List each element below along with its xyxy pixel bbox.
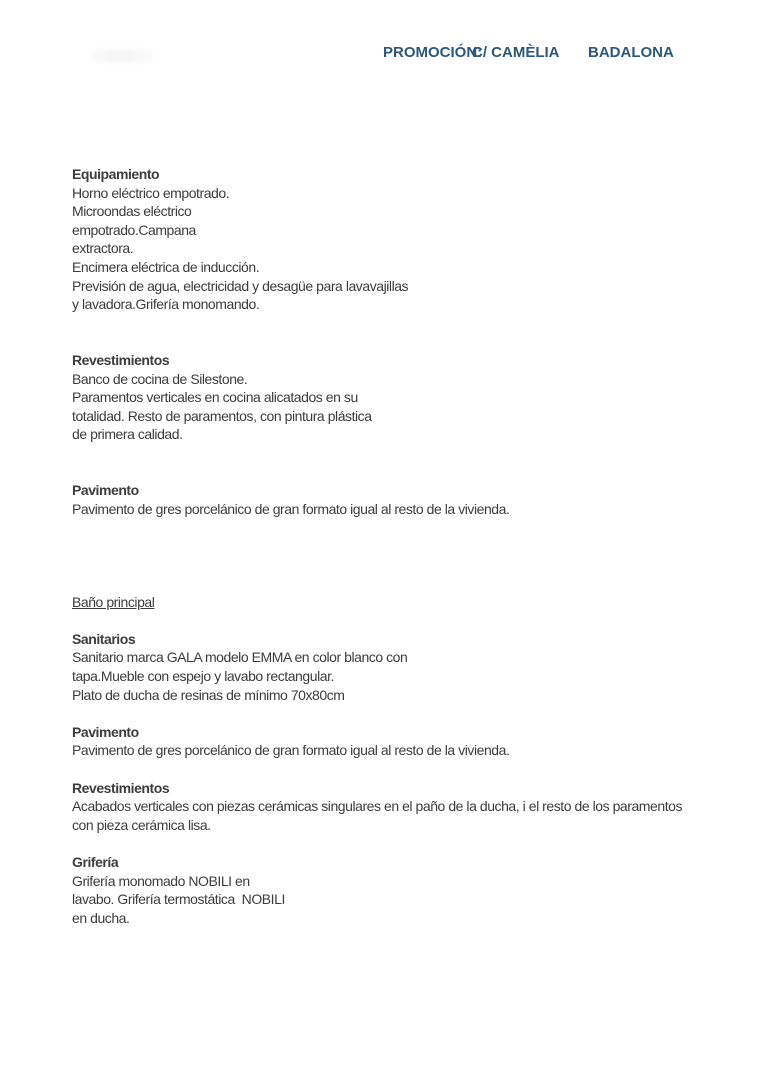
section-pavimento-cocina [72,481,733,518]
text-line: Horno eléctrico empotrado. [72,184,230,201]
subtitle-bano-principal: Baño principal [72,593,155,610]
spacer [72,314,733,351]
promotion-label: PROMOCIÓN: [383,44,483,61]
text-line: de primera calidad. [72,426,183,443]
text-line: Previsión de agua, electricidad y desagüe para lavavajillas [72,277,409,294]
text-line: Acabados verticales con piezas cerámicas singulares en el paño de la ducha, i el resto de los paramentos [72,798,683,815]
section-revestimientos-cocina [72,351,733,444]
spacer [72,834,733,853]
section-heading: Pavimento [72,482,139,499]
text-line: extractora. [72,240,134,257]
page-header [0,44,763,64]
text-line: con pieza cerámica lisa. [72,816,211,833]
spacer [72,611,733,630]
promotion-city: BADALONA [588,44,674,61]
text-line: lavabo. Grifería termostática NOBILI [72,891,285,908]
text-line: Pavimento de gres porcelánico de gran formato igual al resto de la vivienda. [72,500,510,517]
text-line: Pavimento de gres porcelánico de gran formato igual al resto de la vivienda. [72,742,510,759]
section-heading: Pavimento [72,723,139,740]
text-line: Grifería monomado NOBILI en [72,872,250,889]
text-line: totalidad. Resto de paramentos, con pintura plástica [72,407,372,424]
text-line: Banco de cocina de Silestone. [72,370,248,387]
text-line: Paramentos verticales en cocina alicatados en su [72,389,358,406]
section-heading: Sanitarios [72,630,136,647]
spacer [72,518,733,592]
section-sanitarios [72,630,733,704]
spacer [72,444,733,481]
section-equipamiento [72,165,733,314]
text-line: en ducha. [72,909,130,926]
section-heading: Revestimientos [72,351,170,368]
promotion-street: C/ CAMÈLIA [472,44,560,61]
text-line: y lavadora.Grifería monomando. [72,296,260,313]
section-heading: Revestimientos [72,779,170,796]
spacer [72,760,733,779]
text-line: Encimera eléctrica de inducción. [72,258,260,275]
text-line: empotrado.Campana [72,221,196,238]
text-line: Sanitario marca GALA modelo EMMA en color blanco con [72,649,408,666]
text-line: Plato de ducha de resinas de mínimo 70x80cm [72,686,345,703]
section-heading: Equipamiento [72,166,160,182]
section-griferia [72,853,733,927]
section-heading: Grifería [72,853,119,870]
section-pavimento-bano [72,723,733,760]
spacer [72,704,733,723]
text-line: tapa.Mueble con espejo y lavabo rectangular. [72,668,334,685]
section-revestimientos-bano [72,779,733,835]
text-line: Microondas eléctrico [72,203,192,220]
document-body [72,165,733,927]
